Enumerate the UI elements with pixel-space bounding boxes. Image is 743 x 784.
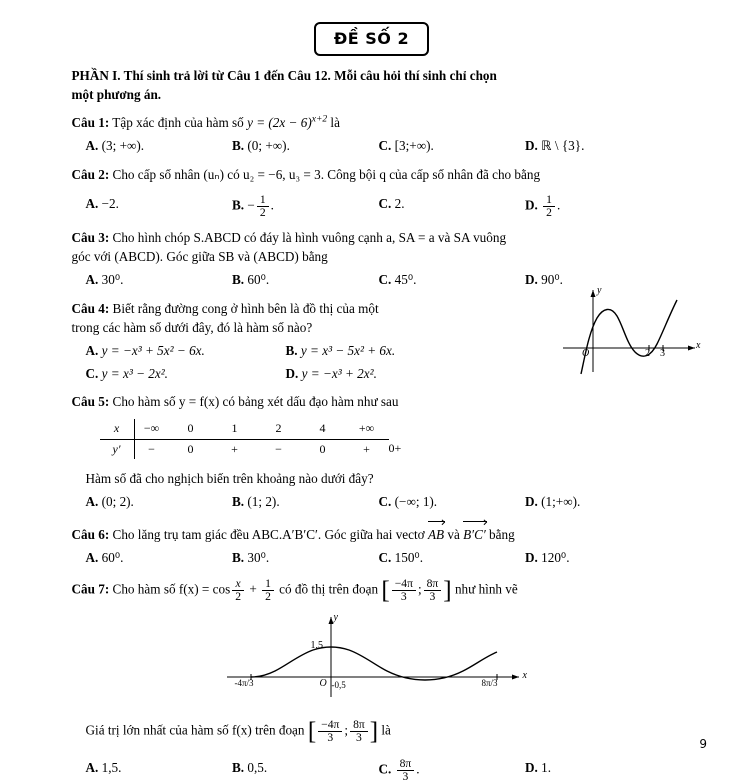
option-d-letter: D.: [525, 138, 538, 154]
option-b-letter: B.: [232, 272, 245, 288]
option-d[interactable]: [525, 548, 672, 567]
question-6-mid: và: [447, 527, 460, 543]
fraction-numerator: 8π: [424, 578, 442, 591]
option-c-text: 2.: [394, 195, 405, 211]
question-7-fraction-2: [262, 578, 274, 603]
sign-y-6: 0: [388, 441, 395, 456]
option-b-sign: −: [247, 197, 255, 213]
option-c[interactable]: [379, 492, 526, 511]
option-c[interactable]: [379, 548, 526, 567]
document-content: [72, 66, 672, 784]
option-c-letter: C.: [378, 762, 392, 778]
question-7-plus: +: [249, 581, 257, 597]
sign-x-3: 2: [257, 419, 301, 439]
option-a-text: −2.: [101, 195, 119, 211]
sign-x-4: 4: [301, 419, 345, 439]
option-d-letter: D.: [525, 272, 538, 288]
option-d-text: 120⁰.: [541, 550, 570, 566]
option-d[interactable]: [286, 364, 486, 383]
question-7-part2-text-a: Giá trị lớn nhất của hàm số f(x) trên đoạn: [85, 722, 305, 738]
option-c-letter: C.: [378, 138, 392, 154]
question-7-text-a: Cho hàm số f(x) = cos: [112, 581, 231, 597]
sign-y-7: +: [394, 441, 402, 456]
fraction-numerator: 1: [257, 194, 269, 207]
sign-x-0: −∞: [134, 419, 169, 439]
question-7: [72, 578, 672, 603]
option-b-text: .: [270, 197, 274, 213]
option-c-letter: C.: [378, 195, 392, 211]
part1-line2: một phương án.: [71, 87, 162, 103]
option-b[interactable]: [232, 270, 379, 289]
option-a-letter: A.: [85, 342, 99, 358]
cubic-tick-3: 3: [660, 348, 665, 359]
question-2-label: Câu 2:: [71, 166, 110, 182]
sign-table-label-yprime: y′: [100, 439, 135, 459]
fraction-denominator: 2: [259, 205, 266, 219]
question-1-text: Tập xác định của hàm số: [112, 115, 244, 131]
option-c[interactable]: [86, 364, 286, 383]
option-c-letter: C.: [378, 550, 392, 566]
cosine-xright-label: 8π/3: [481, 677, 498, 688]
sign-y-5: +: [363, 441, 370, 456]
question-7-text-c: như hình vẽ: [454, 581, 518, 597]
question-6-label: Câu 6:: [71, 527, 110, 543]
option-d-letter: D.: [525, 760, 538, 776]
option-a-letter: A.: [85, 272, 99, 288]
question-2: [72, 165, 672, 184]
option-d-text: 1.: [541, 760, 552, 776]
vector-bc: B′C′: [463, 525, 486, 544]
option-a[interactable]: [86, 341, 286, 360]
option-a-text: 30⁰.: [101, 272, 124, 288]
question-1-exponent: x+2: [311, 114, 328, 125]
bracket2-open: [: [307, 718, 317, 746]
option-b-letter: B.: [232, 197, 245, 213]
option-d-text: .: [556, 197, 561, 213]
question-6-text-a: Cho lăng trụ tam giác đều ABC.A′B′C′. Góc giữa hai vectơ: [112, 527, 425, 543]
option-c[interactable]: [379, 136, 526, 155]
exam-page: [0, 22, 743, 784]
option-c-letter: C.: [378, 494, 392, 510]
option-b-text: (0; +∞).: [247, 138, 290, 154]
sign-table-label-x: x: [100, 419, 135, 439]
option-b-letter: B.: [232, 138, 245, 154]
sign-table-row-yprime: [100, 439, 402, 459]
fraction-denominator: 3: [400, 589, 407, 603]
option-b-text: y = x³ − 5x² + 6x.: [300, 342, 396, 358]
sign-y-1: 0: [187, 441, 194, 456]
option-b-text: (1; 2).: [247, 494, 280, 510]
fraction-denominator: 2: [235, 589, 242, 603]
interval-separator: ;: [417, 581, 422, 597]
sign-y-4: 0: [319, 441, 326, 456]
option-d-letter: D.: [525, 550, 538, 566]
option-a-letter: A.: [85, 195, 99, 211]
fraction-denominator: 3: [355, 731, 362, 745]
question-7-fraction-1: [232, 578, 244, 603]
option-b-letter: B.: [232, 760, 245, 776]
cosine-axis-x-label: x: [522, 669, 527, 681]
option-b-fraction: [257, 194, 269, 219]
option-d-letter: D.: [525, 197, 538, 213]
bracket-open: [: [381, 576, 390, 604]
question-7-text-b: có đồ thị trên đoạn: [279, 581, 379, 597]
option-b-text: 60⁰.: [247, 272, 270, 288]
cubic-axis-x-label: x: [696, 340, 701, 351]
option-a-text: (3; +∞).: [101, 138, 145, 154]
interval2-left: [318, 719, 342, 744]
option-c-text: 150⁰.: [394, 550, 423, 566]
fraction-numerator: −4π: [318, 719, 342, 732]
option-c[interactable]: [379, 194, 526, 219]
option-c-letter: C.: [85, 365, 99, 381]
fraction-numerator: x: [232, 578, 244, 591]
option-a[interactable]: [86, 136, 233, 155]
option-b-text: 30⁰.: [247, 550, 270, 566]
option-d-text: y = −x³ + 2x².: [301, 365, 377, 381]
option-c-letter: C.: [378, 272, 392, 288]
option-d-fraction: [543, 194, 555, 219]
option-b-letter: B.: [232, 494, 245, 510]
question-6: [72, 525, 672, 544]
option-c[interactable]: [379, 270, 526, 289]
question-1-label: Câu 1:: [71, 115, 110, 131]
fraction-numerator: 1: [543, 194, 555, 207]
cubic-graph-figure: [553, 286, 703, 376]
question-6-text-b: bằng: [489, 527, 515, 543]
option-c-text: (−∞; 1).: [394, 494, 438, 510]
sign-x-2: 1: [213, 419, 257, 439]
question-6-options: [72, 548, 672, 567]
cubic-tick-2: 2: [645, 348, 650, 359]
cubic-origin-label: O: [582, 348, 590, 359]
option-a-letter: A.: [85, 550, 99, 566]
bracket2-close: ]: [369, 718, 379, 746]
option-c-text: .: [416, 762, 420, 778]
option-a-letter: A.: [85, 138, 99, 154]
question-7-part2-text-b: là: [381, 722, 391, 738]
option-a-letter: A.: [85, 494, 99, 510]
sign-table: [100, 419, 402, 459]
option-b-text: 0,5.: [247, 760, 268, 776]
option-c-fraction: [397, 758, 415, 783]
fraction-numerator: 1: [262, 578, 274, 591]
question-5-label: Câu 5:: [71, 394, 110, 410]
interval2-right: [350, 719, 368, 744]
sign-x-1: 0: [169, 419, 213, 439]
bracket-close: ]: [443, 576, 452, 604]
option-a[interactable]: [86, 548, 233, 567]
fraction-denominator: 2: [546, 205, 552, 219]
option-b[interactable]: [232, 136, 379, 155]
option-b-letter: B.: [285, 342, 298, 358]
fraction-numerator: −4π: [392, 578, 416, 591]
option-d-text: ℝ \ {3}.: [541, 138, 585, 154]
option-a-text: y = −x³ + 5x² − 6x.: [101, 342, 205, 358]
option-b[interactable]: [286, 341, 486, 360]
page-number: 9: [699, 737, 707, 751]
question-1-options: [72, 136, 672, 155]
option-b[interactable]: [232, 758, 379, 783]
option-d[interactable]: [525, 758, 672, 783]
question-5-options: [72, 492, 672, 511]
option-a-text: 1,5.: [101, 760, 122, 776]
option-c-text: 45⁰.: [394, 272, 417, 288]
question-2-options: [72, 194, 672, 219]
cosine-ymax-label: 1,5: [310, 639, 323, 651]
option-a-letter: A.: [85, 760, 99, 776]
option-d[interactable]: [525, 194, 672, 219]
sign-y-3: −: [275, 441, 282, 456]
fraction-denominator: 2: [265, 589, 271, 603]
option-b[interactable]: [232, 194, 379, 219]
question-1-formula: y = (2x − 6): [247, 115, 312, 131]
option-d[interactable]: [525, 136, 672, 155]
option-c-text: y = x³ − 2x².: [101, 365, 168, 381]
page-title: ĐỀ SỐ 2: [314, 22, 429, 56]
option-d-text: (1;+∞).: [541, 494, 581, 510]
option-a[interactable]: [86, 194, 233, 219]
question-7-label: Câu 7:: [71, 581, 110, 597]
question-4-line2: trong các hàm số dưới đây, đó là hàm số nào?: [71, 319, 313, 335]
option-a[interactable]: [86, 270, 233, 289]
sign-table-row-x: [100, 419, 402, 439]
part1-line1: PHẦN I. Thí sinh trả lời từ Câu 1 đến Câu 12. Mỗi câu hỏi thí sinh chỉ chọn: [71, 68, 497, 83]
question-7-options: [72, 758, 672, 783]
option-b[interactable]: [232, 492, 379, 511]
option-a-text: (0; 2).: [101, 494, 134, 510]
question-4: [72, 299, 472, 337]
question-1: [72, 113, 672, 132]
cosine-graph-figure: [207, 609, 537, 705]
option-d-letter: D.: [285, 365, 299, 381]
cosine-axis-y-label: y: [333, 611, 338, 623]
cosine-xleft-label: -4π/3: [234, 677, 254, 688]
sign-y-2: +: [231, 441, 238, 456]
question-4-line1: Biết rằng đường cong ở hình bên là đồ thị của một: [112, 300, 379, 316]
fraction-numerator: 8π: [350, 719, 368, 732]
fraction-denominator: 3: [429, 589, 436, 603]
question-2-text: Cho cấp số nhân (uₙ) có u₂ = −6, u₃ = 3. Công bội q của cấp số nhân đã cho bằng: [112, 166, 541, 182]
question-1-text-after: là: [330, 115, 340, 131]
vector-ab: AB: [428, 525, 444, 544]
question-3-line1: Cho hình chóp S.ABCD có đáy là hình vuông cạnh a, SA = a và SA vuông: [112, 230, 507, 246]
cosine-yneg-label: -0,5: [331, 679, 346, 690]
question-3: [72, 228, 672, 266]
question-5-after: Hàm số đã cho nghịch biến trên khoảng nào dưới đây?: [85, 470, 374, 486]
interval-right: [424, 578, 442, 603]
option-c[interactable]: [379, 758, 526, 783]
fraction-denominator: 3: [402, 770, 409, 784]
question-5-text: Cho hàm số y = f(x) có bảng xét dấu đạo hàm như sau: [112, 394, 399, 410]
question-3-line2: góc với (ABCD). Góc giữa SB và (ABCD) bằng: [71, 249, 328, 265]
option-d[interactable]: [525, 492, 672, 511]
option-c-text: [3;+∞).: [394, 138, 434, 154]
cosine-graph-svg: [207, 609, 537, 705]
cosine-origin-label: O: [319, 677, 327, 689]
option-b-letter: B.: [232, 550, 245, 566]
sign-x-5: +∞: [345, 419, 389, 439]
cubic-graph-svg: [553, 286, 703, 376]
interval-left: [392, 578, 416, 603]
option-d-text: 90⁰.: [541, 272, 563, 288]
option-a[interactable]: [86, 758, 233, 783]
question-3-label: Câu 3:: [71, 230, 110, 246]
question-4-options-row2: [72, 364, 486, 383]
option-a-text: 60⁰.: [101, 550, 124, 566]
fraction-numerator: 8π: [397, 758, 415, 771]
interval2-separator: ;: [344, 722, 349, 738]
question-5: [72, 392, 672, 411]
option-b[interactable]: [232, 548, 379, 567]
part1-heading: [72, 66, 672, 104]
option-a[interactable]: [86, 492, 233, 511]
question-4-options-row1: [72, 341, 486, 360]
title-container: [0, 22, 743, 56]
sign-y-0: −: [148, 441, 155, 456]
question-4-label: Câu 4:: [71, 300, 110, 316]
fraction-denominator: 3: [327, 731, 334, 745]
cubic-axis-y-label: y: [597, 285, 602, 296]
option-d-letter: D.: [525, 494, 538, 510]
question-7-part2: [72, 719, 672, 744]
